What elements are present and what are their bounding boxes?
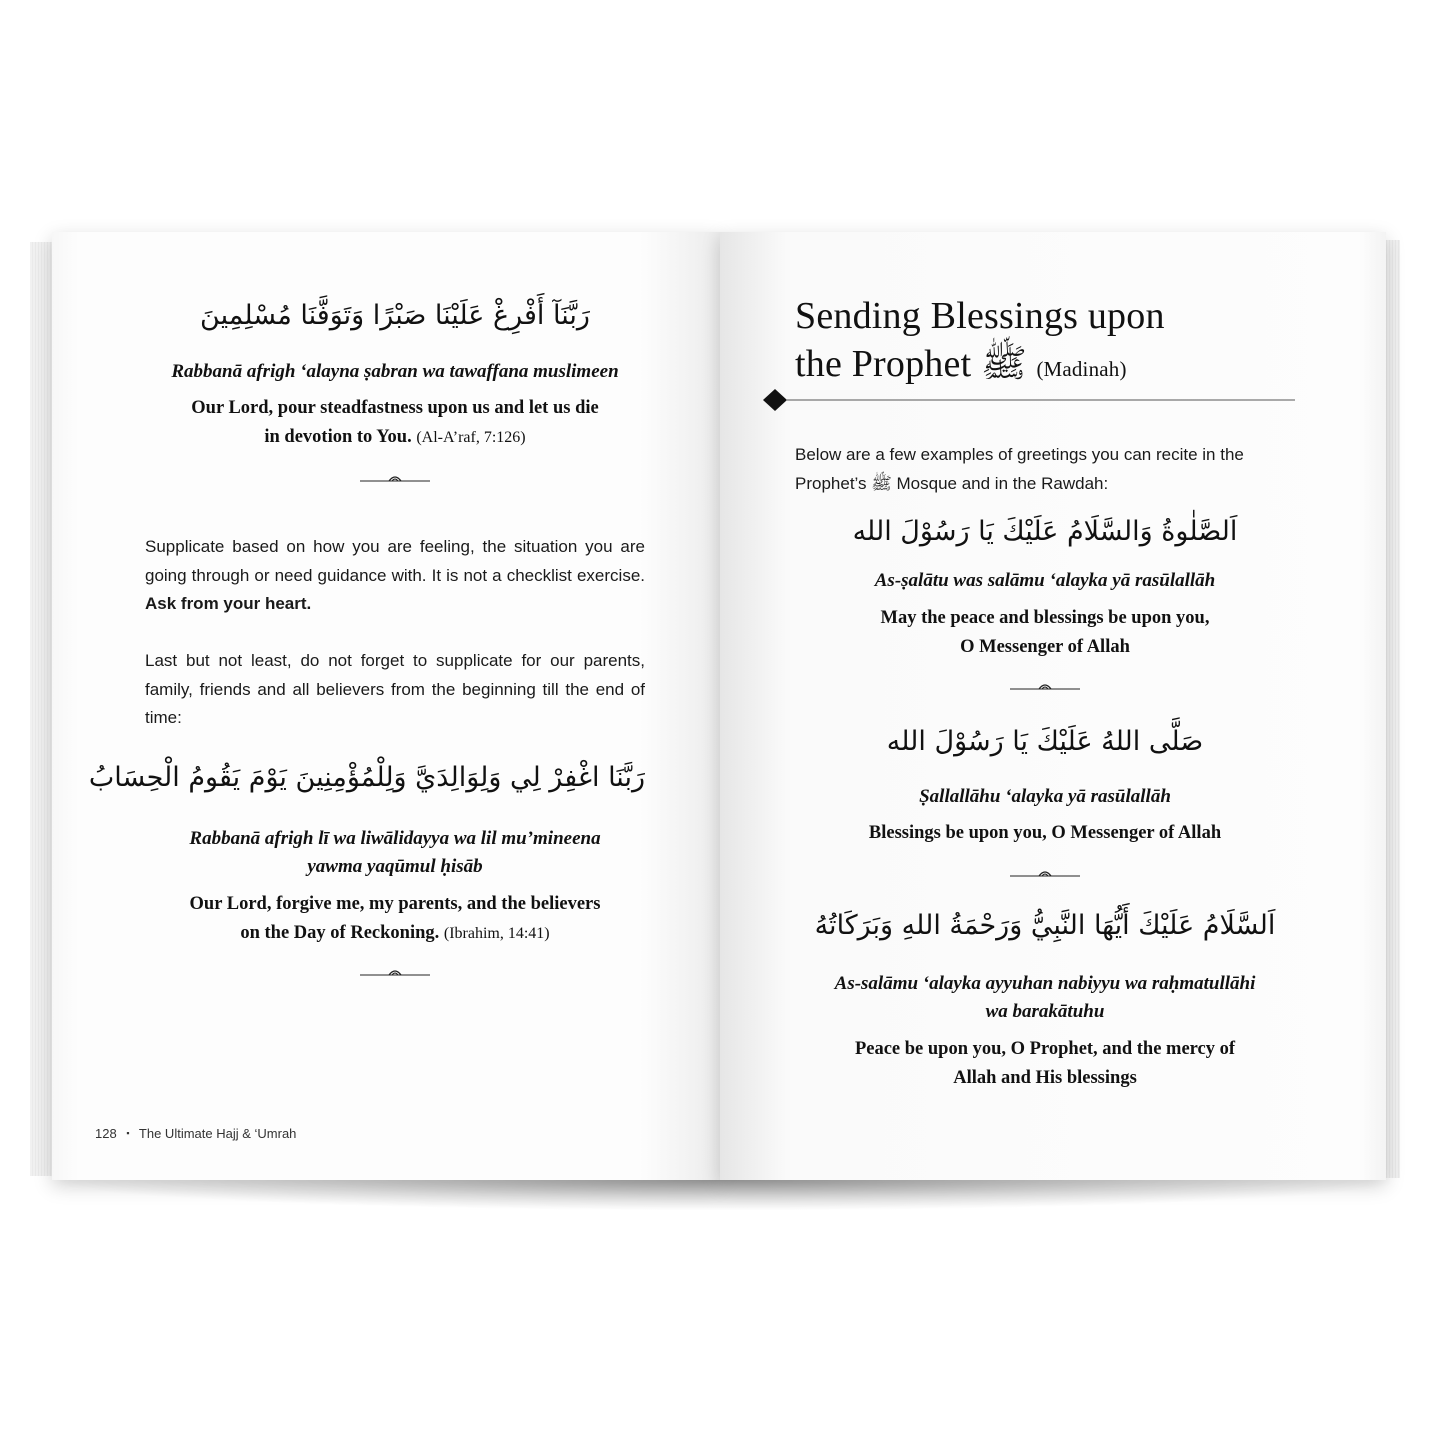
divider-flourish-icon	[1010, 869, 1080, 879]
divider-flourish-icon	[1010, 682, 1080, 692]
book-title: The Ultimate Hajj & ‘Umrah	[138, 1126, 297, 1141]
page-number: 128	[95, 1126, 117, 1141]
greeting2-arabic: صَلَّى اللهُ عَلَيْكَ يَا رَسُوْلَ الله	[886, 726, 1204, 757]
intro-paragraph: Below are a few examples of greetings you can recite in the Prophet’s ﷺ Mosque and in the Rawdah:	[795, 445, 1244, 493]
dua1-translation	[120, 394, 670, 452]
paragraph-supplicate	[145, 533, 645, 619]
dua2-translation-line2: on the Day of Reckoning.	[240, 923, 440, 943]
heading-line2: the Prophet ﷺ	[795, 343, 1027, 385]
heading-line2-wrap	[795, 340, 1355, 393]
greeting3-translation	[770, 1035, 1320, 1093]
greeting2-transliteration: Ṣallallāhu ‘alayka yā rasūlallāh	[919, 786, 1171, 807]
dua1-arabic: رَبَّنَآ أَفْرِغْ عَلَيْنَا صَبْرًا وَتَوَفَّنَا مُسْلِمِينَ	[200, 300, 590, 331]
heading-suffix: (Madinah)	[1036, 357, 1127, 381]
greeting3-transliteration-line2: wa barakātuhu	[985, 1001, 1105, 1022]
greeting1-translation	[770, 604, 1320, 662]
greeting3-transliteration-line1: As-salāmu ‘alayka ayyuhan nabiyyu wa raḥmatullāhi	[834, 973, 1256, 994]
heading-line1: Sending Blessings upon	[795, 295, 1165, 337]
dua2-translation-line1: Our Lord, forgive me, my parents, and the believers	[189, 894, 601, 914]
dua2-arabic: رَبَّنَا اغْفِرْ لِي وَلِوَالِدَيَّ وَلِلْمُؤْمِنِينَ يَوْمَ يَقُومُ الْحِسَابُ	[88, 762, 645, 793]
dua1-translation-line2-wrap	[120, 423, 670, 452]
heading-rule	[763, 389, 1298, 411]
dua1-translation-line1: Our Lord, pour steadfastness upon us and let us die	[191, 398, 599, 418]
paragraph-last: Last but not least, do not forget to supplicate for our parents, family, friends and all believers from the beginning till the end of time:	[145, 651, 645, 727]
diamond-icon	[763, 389, 787, 411]
greeting3-translation-line1: Peace be upon you, O Prophet, and the mercy of	[854, 1039, 1236, 1059]
paragraph1-text: Supplicate based on how you are feeling, the situation you are going through or need guidance with. It is not a checklist exercise.	[145, 537, 645, 585]
dua2-reference: (Ibrahim, 14:41)	[443, 925, 550, 942]
greeting1-translation-line1: May the peace and blessings be upon you,	[880, 608, 1210, 628]
dua1-transliteration: Rabbanā afrigh ‘alayna ṣabran wa tawaffana muslimeen	[171, 361, 619, 382]
page-footer	[95, 1126, 296, 1141]
dua1-reference: (Al-A’raf, 7:126)	[416, 429, 526, 446]
divider-flourish-icon	[360, 968, 430, 978]
greeting3-translation-line2: Allah and His blessings	[953, 1068, 1137, 1088]
dua2-transliteration	[120, 825, 670, 881]
footer-separator: ▪	[126, 1128, 130, 1138]
greeting1-transliteration: As-ṣalātu was salāmu ‘alayka yā rasūlallāh	[874, 570, 1216, 591]
dua2-translation	[120, 890, 670, 948]
section-heading	[795, 292, 1355, 393]
dua2-transliteration-line1: Rabbanā afrigh lī wa liwālidayya wa lil mu’mineena	[189, 828, 601, 849]
greeting3-arabic: اَلسَّلَامُ عَلَيْكَ أَيُّهَا النَّبِيُّ وَرَحْمَةُ اللهِ وَبَرَكَاتُهُ	[814, 910, 1276, 941]
dua2-translation-line2-wrap	[120, 919, 670, 948]
greeting2-translation: Blessings be upon you, O Messenger of Allah	[868, 823, 1222, 843]
dua2-transliteration-line2: yawma yaqūmul ḥisāb	[307, 856, 483, 877]
page-edges-left	[30, 242, 54, 1176]
greeting1-arabic: اَلصَّلٰوةُ وَالسَّلَامُ عَلَيْكَ يَا رَسُوْلَ الله	[852, 516, 1238, 547]
divider-flourish-icon	[360, 474, 430, 484]
greeting3-transliteration	[770, 970, 1320, 1026]
paragraph1-bold: Ask from your heart.	[145, 594, 312, 613]
dua1-translation-line2: in devotion to You.	[264, 427, 412, 447]
page-edges-right	[1384, 240, 1400, 1178]
greeting1-translation-line2: O Messenger of Allah	[960, 637, 1130, 657]
